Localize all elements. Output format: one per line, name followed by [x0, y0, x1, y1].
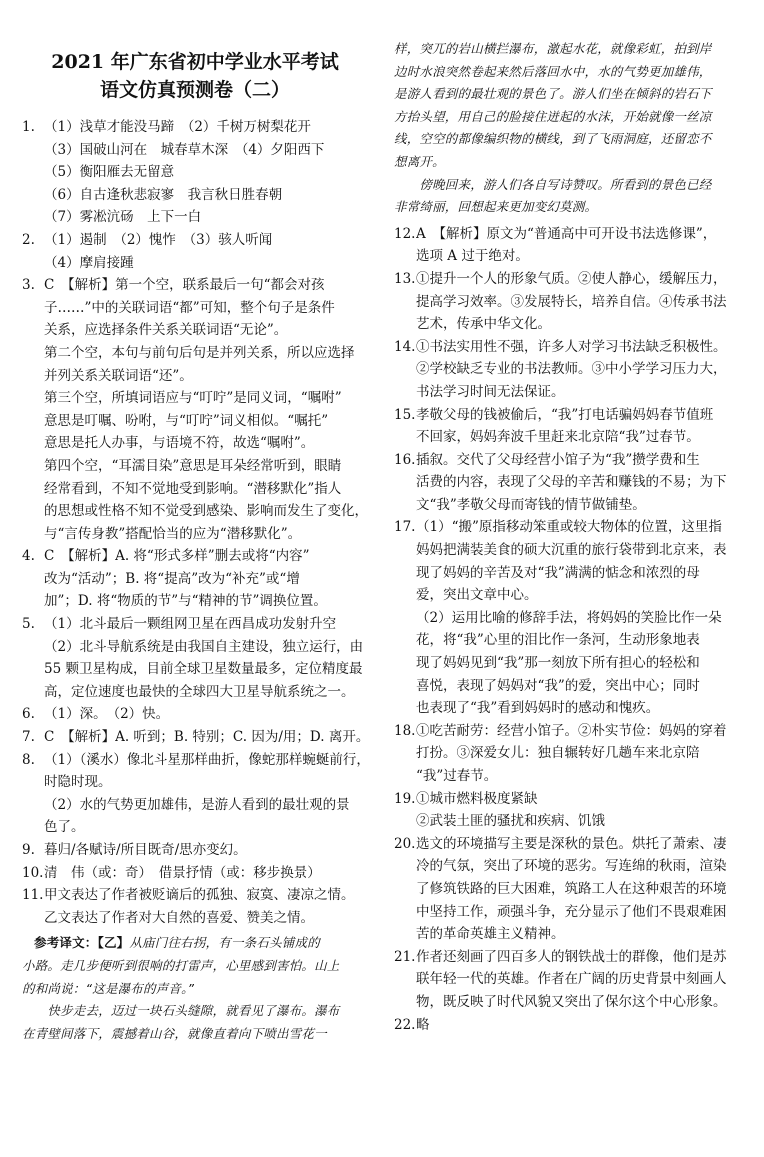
answer-line: 书法学习时间无法保证。: [416, 383, 565, 400]
answer-line: 加”；D. 将“物质的节”与“精神的节”调换位置。: [44, 593, 327, 610]
answer-line: （1）浅草才能没马蹄 （2）千树万树梨花开: [44, 119, 311, 135]
answer-text: [416, 833, 746, 946]
answer-item: [394, 720, 746, 788]
answer-line: 第四个空，“耳濡目染”意思是耳朵经常听到，眼睛: [44, 457, 342, 474]
answer-line: 艺术，传承中华文化。: [416, 316, 551, 333]
answer-line: 高，定位速度也最快的全球四大卫星导航系统之一。: [44, 683, 355, 700]
answer-item: [22, 884, 368, 929]
answer-line: 不回家，妈妈奔波千里赶来北京陪“我”过春节。: [416, 429, 700, 446]
answer-line: 也表现了“我”看到妈妈时的感动和愧疚。: [416, 700, 660, 717]
answer-line: 选项 A 过于绝对。: [416, 248, 529, 265]
page-title-line1: 2021 年广东省初中学业水平考试: [51, 51, 339, 73]
answer-line: 意思是托人办事，与语境不符，故选“嘱咐”。: [44, 435, 315, 452]
answer-number: 6.: [22, 706, 35, 723]
page-title-line2: 语文仿真预测卷（二）: [99, 79, 290, 101]
answer-line: 第三个空，所填词语应与“叮咛”是同义词，“嘱咐”: [44, 390, 342, 407]
answer-line: （1）北斗最后一颗组网卫星在西昌成功发射升空: [44, 616, 337, 633]
answer-line: 子……”中的关联词语“都”可知，整个句子是条件: [44, 299, 335, 316]
answer-line: 与“言传身教”搭配恰当的应为“潜移默化”。: [44, 525, 302, 542]
answer-text: [416, 268, 746, 336]
translation-line: 从庙门往右拐，有一条石头铺成的: [129, 935, 320, 951]
answer-number: 11.: [22, 887, 44, 904]
answer-line: ①城市燃料极度紧缺: [416, 790, 538, 807]
answer-line: （5）衡阳雁去无留意: [44, 164, 175, 181]
answer-text: [44, 274, 368, 545]
answer-item: [22, 703, 368, 726]
answer-number: 13.: [394, 270, 416, 287]
answer-line: 苦的革命英雄主义精神。: [416, 926, 565, 943]
translation-line: 样，突兀的岩山横拦瀑布，激起水花，就像彩虹，拍到岸: [394, 41, 712, 56]
answer-number: 19.: [394, 790, 416, 807]
answer-line: C 【解析】A. 听到；B. 特别；C. 因为/用；D. 离开。: [44, 729, 370, 746]
answer-item: [394, 404, 746, 449]
answer-line: （1）（溪水）像北斗星那样曲折，像蛇那样蜿蜒前行，: [44, 751, 370, 768]
translation-line: 是游人看到的最壮观的景色了。游人们坐在倾斜的岩石下: [394, 86, 712, 102]
answer-line: 物，既反映了时代风貌又突出了保尔这个中心形象。: [416, 993, 727, 1010]
answer-item: [394, 946, 746, 1014]
answer-line: （1）深。 （2）快。: [44, 706, 170, 723]
answer-line: 联年轻一代的英雄。作者在广阔的历史背景中刻画人: [416, 971, 727, 988]
translation-line: 想离开。: [394, 153, 445, 169]
answer-line: （1）遏制 （2）愧怍 （3）骇人听闻: [44, 231, 273, 248]
reference-translation-continued: [394, 38, 746, 219]
answer-line: 现了妈妈的辛苦及对“我”满满的惦念和浓烈的母: [416, 564, 700, 581]
answer-line: （6）自古逢秋悲寂寥 我言秋日胜春朝: [44, 186, 283, 203]
answer-line: 文“我”孝敬父母而寄钱的情节做铺垫。: [416, 496, 646, 513]
answer-line: 孝敬父母的钱被偷后，“我”打电话骗妈妈春节值班: [416, 406, 714, 423]
answer-line: 色了。: [44, 819, 85, 836]
answer-line: 时隐时现。: [44, 774, 112, 791]
answer-text: [416, 1014, 746, 1037]
answer-number: 21.: [394, 948, 416, 965]
answer-text: [44, 862, 368, 885]
answer-line: 选文的环境描写主要是深秋的景色。烘托了萧索、凄: [416, 835, 727, 852]
answer-line: ①提升一个人的形象气质。②使人静心，缓解压力，: [416, 270, 727, 287]
answer-number: 4.: [22, 548, 35, 565]
translation-line: 线，空空的都像编织物的横线，到了飞雨洞庭，还留恋不: [394, 131, 712, 147]
answer-number: 3.: [22, 277, 35, 294]
right-column: [394, 38, 746, 1036]
answer-line: ①吃苦耐劳：经营小馆子。②朴实节俭：妈妈的穿着: [416, 722, 727, 739]
answer-line: 妈妈把满装美食的硕大沉重的旅行袋带到北京来，表: [416, 542, 727, 559]
reference-translation: [22, 932, 368, 1045]
answer-number: 22.: [394, 1016, 416, 1033]
translation-line: 边时水浪突然卷起来然后落回水中，水的气势更加雄伟，: [394, 63, 712, 79]
answer-text: [416, 516, 746, 719]
answer-text: [44, 613, 368, 703]
answer-line: （2）运用比喻的修辞手法，将妈妈的笑脸比作一朵: [416, 609, 722, 626]
answer-line: 清 伟（或：奇） 借景抒情（或：移步换景）: [44, 864, 321, 881]
answer-line: 了修筑铁路的巨大困难，筑路工人在这种艰苦的环境: [416, 880, 727, 897]
answer-line: 爱，突出文章中心。: [416, 587, 538, 604]
answer-line: “我”过春节。: [416, 768, 498, 784]
answer-line: 提高学习效率。③发展特长，培养自信。④传承书法: [416, 293, 727, 310]
answer-item: [394, 268, 746, 336]
answer-line: （4）摩肩接踵: [44, 254, 134, 271]
right-answer-list: [394, 223, 746, 1036]
answer-item: [22, 749, 368, 839]
translation-line: 非常绮丽，回想起来更加变幻莫测。: [394, 199, 598, 215]
translation-line: 方抬头望，用自己的脸接住迸起的水沫，开始就像一丝凉: [394, 108, 712, 124]
answer-line: ②武装土匪的骚扰和疾病、饥饿: [416, 813, 605, 830]
answer-number: 7.: [22, 729, 35, 746]
answer-line: 插叙。交代了父母经营小馆子为“我”攒学费和生: [416, 451, 700, 468]
answer-text: [416, 946, 746, 1014]
answer-text: [44, 703, 368, 726]
answer-line: 第二个空，本句与前句后句是并列关系，所以应选择: [44, 344, 355, 361]
answer-item: [22, 613, 368, 703]
answer-item: [22, 274, 368, 545]
answer-text: [416, 720, 746, 788]
answer-number: 9.: [22, 842, 35, 858]
answer-line: 经常看到，不知不觉地受到影响。“潜移默化”指人: [44, 480, 342, 497]
answer-line: 活费的内容，表现了父母的辛苦和赚钱的不易；为下: [416, 474, 727, 491]
answer-number: 18.: [394, 722, 416, 739]
answer-text: [44, 229, 368, 274]
answer-line: 现了妈妈见到“我”那一刻放下所有担心的轻松和: [416, 655, 700, 672]
translation-label: 参考译文：【乙】: [34, 935, 130, 951]
answer-line: ①书法实用性不强，许多人对学习书法缺乏积极性。: [416, 338, 727, 355]
left-answer-list: [22, 116, 368, 929]
answer-number: 8.: [22, 751, 35, 768]
answer-item: [394, 788, 746, 833]
left-column: [22, 0, 368, 1045]
answer-line: 乙文表达了作者对大自然的喜爱、赞美之情。: [44, 909, 314, 926]
answer-text: [44, 116, 368, 229]
answer-line: （2）水的气势更加雄伟，是游人看到的最壮观的景: [44, 796, 350, 813]
answer-item: [394, 516, 746, 719]
answer-line: 暮归/各赋诗/所目既奇/思亦变幻。: [44, 842, 247, 858]
answer-line: A 【解析】原文为“普通高中可开设书法选修课”，: [416, 225, 717, 242]
answer-number: 16.: [394, 451, 416, 468]
answer-item: [394, 833, 746, 946]
translation-line: 小路。走几步便听到很响的打雷声，心里感到害怕。山上: [22, 957, 340, 973]
answer-line: 花，将“我”心里的泪比作一条河，生动形象地表: [416, 632, 700, 649]
answer-line: 中坚持工作，顽强斗争，充分显示了他们不畏艰难困: [416, 903, 727, 920]
translation-line: 在青壁间落下，震撼着山谷，就像直着向下喷出雪花一: [22, 1025, 327, 1041]
answer-line: ②学校缺乏专业的书法教师。③中小学学习压力大，: [416, 361, 727, 378]
answer-text: [416, 788, 746, 833]
answer-line: 意思是叮嘱、吩咐，与“叮咛”词义相似。“嘱托”: [44, 412, 329, 429]
answer-line: 关系，应选择条件关系关联词语“无论”。: [44, 322, 288, 339]
answer-text: [416, 404, 746, 449]
answer-line: （2）北斗导航系统是由我国自主建设，独立运行，由: [44, 638, 364, 655]
answer-number: 14.: [394, 338, 416, 355]
answer-number: 10.: [22, 864, 44, 881]
answer-number: 2.: [22, 231, 35, 248]
answer-line: C 【解析】第一个空，联系最后一句“都会对孩: [44, 277, 325, 294]
translation-line: 的和尚说：“这是瀑布的声音。”: [22, 980, 195, 996]
answer-text: [44, 839, 368, 862]
answer-line: 改为“活动”；B. 将“提高”改为“补充”或“增: [44, 570, 300, 587]
answer-line: （7）雾凇沆砀 上下一白: [44, 209, 202, 226]
answer-item: [394, 223, 746, 268]
answer-text: [44, 726, 369, 749]
answer-number: 15.: [394, 406, 416, 423]
answer-number: 1.: [22, 119, 35, 135]
answer-line: C 【解析】A. 将“形式多样”删去或将“内容”: [44, 548, 310, 565]
answer-item: [394, 449, 746, 517]
answer-item: [22, 839, 368, 862]
answer-line: 并列关系关联词语“还”。: [44, 367, 193, 384]
answer-item: [22, 545, 368, 613]
answer-item: [22, 726, 368, 749]
answer-line: 甲文表达了作者被贬谪后的孤独、寂寞、凄凉之情。: [44, 887, 355, 904]
answer-number: 20.: [394, 835, 416, 852]
answer-number: 12.: [394, 225, 416, 242]
translation-line: 傍晚回来，游人们各自写诗赞叹。所看到的景色已经: [394, 176, 712, 192]
answer-line: 打扮。③深爱女儿：独自辗转好几趟车来北京陪: [416, 745, 700, 762]
answer-number: 5.: [22, 616, 35, 633]
answer-text: [44, 545, 368, 613]
answer-line: 的思想或性格不知不觉受到感染、影响而发生了变化，: [44, 503, 368, 520]
answer-text: [416, 449, 746, 517]
answer-text: [416, 336, 746, 404]
answer-item: [22, 229, 368, 274]
answer-line: （1）“搬”原指移动笨重或较大物体的位置，这里指: [416, 519, 722, 536]
answer-item: [394, 1014, 746, 1037]
answer-line: （3）国破山河在 城春草木深 （4）夕阳西下: [44, 141, 325, 158]
answer-line: 55 颗卫星构成，目前全球卫星数量最多，定位精度最: [44, 661, 363, 678]
answer-text: [44, 884, 368, 929]
translation-line: 快步走去，迈过一块石头缝隙，就看见了瀑布。瀑布: [22, 1003, 340, 1019]
answer-line: 喜悦，表现了妈妈对“我”的爱，突出中心；同时: [416, 677, 700, 694]
answer-text: [416, 223, 746, 268]
answer-item: [22, 116, 368, 229]
answer-line: 略: [416, 1016, 430, 1033]
answer-number: 17.: [394, 519, 416, 536]
answer-item: [22, 862, 368, 885]
answer-item: [394, 336, 746, 404]
answer-text: [44, 749, 370, 839]
answer-line: 冷的气氛，突出了环境的恶劣。写连绵的秋雨，渲染: [416, 858, 727, 875]
answer-line: 作者还刻画了四百多人的钢铁战士的群像，他们是苏: [416, 948, 727, 965]
